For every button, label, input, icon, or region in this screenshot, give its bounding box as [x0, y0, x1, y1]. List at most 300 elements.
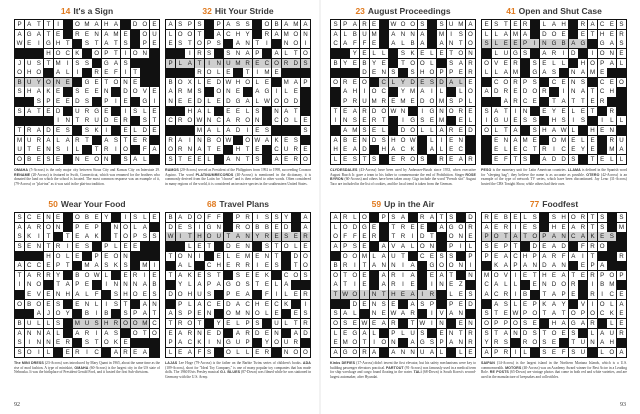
- answer-cell: E: [291, 290, 300, 299]
- answer-cell: E: [121, 338, 130, 347]
- answer-cell: R: [185, 329, 194, 338]
- answer-cell: A: [492, 107, 501, 116]
- answer-cell: P: [131, 232, 140, 241]
- answer-cell: I: [588, 280, 597, 289]
- answer-cell: M: [561, 136, 567, 144]
- answer-cell: N: [25, 280, 34, 289]
- answer-cell: Y: [54, 271, 63, 280]
- answer-cell: O: [291, 271, 300, 280]
- notes-keyword: TALI: [413, 370, 422, 375]
- answer-cell: K: [92, 232, 101, 241]
- answer-cell: N: [607, 49, 616, 58]
- answer-cell: P: [588, 261, 597, 270]
- notes-text: (60-Across) is the largest city in the US state of Nebraska. It was the birthplace of President Gerald Ford, and it hosted the first Sub-divisions.: [14, 365, 160, 375]
- black-square: [34, 252, 43, 261]
- answer-cell: S: [617, 20, 626, 29]
- black-square: [131, 59, 140, 68]
- answer-cell: I: [63, 145, 72, 154]
- answer-cell: F: [140, 145, 149, 154]
- puzzle-32: [165, 6, 311, 191]
- black-square: [176, 242, 185, 251]
- answer-cell: P: [427, 300, 436, 309]
- answer-cell: E: [262, 329, 271, 338]
- answer-cell: S: [15, 107, 24, 116]
- answer-cell: I: [111, 97, 120, 106]
- answer-cell: D: [233, 126, 242, 135]
- answer-cell: A: [140, 223, 149, 232]
- black-square: [25, 252, 34, 261]
- answer-cell: Y: [370, 59, 379, 68]
- answer-cell: C: [492, 78, 501, 87]
- black-square: [482, 261, 491, 270]
- black-square: [456, 252, 465, 261]
- answer-cell: O: [73, 213, 82, 222]
- puzzle-59: [330, 199, 476, 384]
- answer-cell: E: [360, 232, 369, 241]
- black-square: [598, 107, 607, 116]
- black-square: [111, 271, 120, 280]
- black-square: [63, 271, 72, 280]
- answer-cell: N: [456, 261, 465, 270]
- black-square: [521, 280, 530, 289]
- black-square: [521, 59, 530, 68]
- answer-cell: O: [15, 300, 24, 309]
- notes-text: (109-Across), short for "Ideal Toy Company," is one of many popular toy companies that has made dolls. The 1960 Elvis Presley musical: [165, 365, 311, 375]
- answer-cell: T: [44, 30, 53, 39]
- answer-cell: E: [224, 68, 233, 77]
- black-square: [63, 329, 72, 338]
- answer-cell: O: [301, 252, 310, 261]
- answer-cell: P: [598, 59, 607, 68]
- answer-cell: S: [447, 59, 456, 68]
- answer-cell: M: [361, 252, 368, 260]
- answer-cell: Y: [282, 213, 291, 222]
- answer-cell: A: [598, 261, 607, 270]
- answer-cell: D: [466, 126, 475, 135]
- answer-cell: W: [409, 136, 416, 144]
- answer-cell: O: [408, 155, 417, 164]
- answer-cell: E: [511, 87, 520, 96]
- answer-cell: M: [16, 136, 23, 144]
- answer-cell: L: [224, 252, 233, 261]
- answer-cell: B: [166, 213, 175, 222]
- notes-text: is the monetary unit for Latin American countries.: [491, 168, 568, 172]
- black-square: [82, 145, 91, 154]
- answer-cell: A: [140, 280, 149, 289]
- answer-cell: U: [501, 116, 510, 125]
- answer-cell: S: [253, 107, 262, 116]
- answer-cell: S: [121, 155, 130, 164]
- answer-cell: O: [121, 223, 130, 232]
- answer-cell: E: [214, 252, 223, 261]
- black-square: [63, 20, 72, 29]
- answer-cell: O: [301, 49, 310, 58]
- answer-cell: O: [350, 338, 359, 347]
- answer-cell: A: [341, 309, 350, 318]
- answer-cell: T: [166, 271, 175, 280]
- black-square: [291, 300, 300, 309]
- puzzle-notes: [14, 361, 160, 384]
- answer-cell: L: [205, 155, 214, 164]
- answer-cell: P: [501, 242, 510, 251]
- answer-cell: N: [398, 30, 407, 39]
- answer-cell: O: [195, 213, 204, 222]
- black-square: [578, 280, 587, 289]
- answer-cell: E: [501, 59, 510, 68]
- answer-cell: E: [549, 338, 558, 347]
- answer-cell: M: [352, 126, 358, 134]
- answer-cell: E: [549, 271, 558, 280]
- answer-cell: T: [166, 319, 175, 328]
- answer-cell: T: [540, 329, 549, 338]
- answer-cell: I: [92, 309, 101, 318]
- answer-cell: S: [54, 319, 63, 328]
- answer-cell: G: [549, 39, 558, 48]
- answer-cell: W: [390, 107, 397, 115]
- answer-cell: K: [185, 271, 194, 280]
- answer-cell: R: [195, 68, 204, 77]
- answer-cell: E: [195, 155, 204, 164]
- notes-keyword: LLAMA: [567, 168, 581, 172]
- answer-cell: E: [607, 30, 616, 39]
- answer-cell: O: [598, 49, 607, 58]
- answer-cell: T: [111, 39, 120, 48]
- answer-cell: T: [379, 290, 388, 299]
- answer-cell: R: [418, 213, 427, 222]
- black-square: [63, 223, 72, 232]
- answer-cell: R: [233, 261, 242, 270]
- answer-cell: E: [185, 155, 194, 164]
- answer-cell: Y: [350, 49, 359, 58]
- black-square: [331, 126, 340, 135]
- crossword-grid: [481, 212, 627, 358]
- answer-cell: K: [607, 309, 616, 318]
- answer-cell: O: [549, 136, 558, 145]
- answer-cell: R: [617, 30, 626, 39]
- answer-cell: T: [492, 329, 501, 338]
- black-square: [166, 300, 175, 309]
- answer-cell: O: [34, 280, 43, 289]
- black-square: [214, 242, 223, 251]
- answer-cell: D: [214, 329, 223, 338]
- answer-cell: B: [82, 213, 91, 222]
- answer-cell: L: [176, 59, 185, 68]
- answer-cell: P: [102, 49, 111, 58]
- answer-cell: O: [282, 116, 291, 125]
- black-square: [569, 300, 578, 309]
- answer-cell: B: [360, 59, 369, 68]
- answer-cell: E: [63, 348, 72, 357]
- black-square: [341, 49, 350, 58]
- answer-cell: A: [437, 126, 446, 135]
- answer-cell: V: [140, 87, 149, 96]
- puzzle-77: [481, 199, 627, 384]
- answer-cell: A: [350, 107, 359, 116]
- answer-cell: A: [379, 252, 388, 261]
- answer-cell: Y: [262, 338, 271, 347]
- answer-cell: E: [559, 78, 568, 87]
- answer-cell: O: [331, 319, 340, 328]
- black-square: [578, 155, 587, 164]
- answer-cell: T: [511, 155, 520, 164]
- answer-cell: I: [121, 49, 130, 58]
- black-square: [418, 309, 427, 318]
- answer-cell: H: [233, 78, 242, 87]
- answer-cell: G: [350, 329, 359, 338]
- answer-cell: O: [350, 348, 359, 357]
- answer-cell: E: [150, 87, 159, 96]
- black-square: [262, 107, 271, 116]
- answer-cell: E: [492, 242, 501, 251]
- answer-cell: A: [360, 329, 369, 338]
- black-square: [466, 145, 475, 154]
- answer-cell: D: [73, 97, 82, 106]
- answer-cell: T: [569, 338, 578, 347]
- answer-cell: A: [34, 126, 43, 135]
- answer-cell: R: [243, 213, 252, 222]
- answer-cell: T: [291, 107, 300, 116]
- answer-cell: D: [166, 290, 175, 299]
- answer-cell: E: [511, 213, 520, 222]
- answer-cell: I: [331, 116, 340, 125]
- answer-cell: A: [447, 338, 456, 347]
- answer-cell: A: [15, 223, 24, 232]
- page-number-left: 92: [14, 402, 20, 408]
- answer-cell: G: [102, 59, 111, 68]
- answer-cell: O: [131, 329, 140, 338]
- answer-cell: L: [34, 319, 43, 328]
- answer-cell: A: [25, 107, 34, 116]
- answer-cell: A: [15, 30, 24, 39]
- answer-cell: I: [350, 280, 359, 289]
- answer-cell: M: [142, 319, 148, 327]
- answer-cell: O: [176, 30, 185, 39]
- answer-cell: R: [262, 30, 271, 39]
- answer-cell: N: [360, 136, 369, 145]
- answer-cell: T: [92, 338, 101, 347]
- black-square: [418, 271, 427, 280]
- answer-cell: A: [549, 232, 558, 241]
- answer-cell: L: [379, 126, 388, 135]
- black-square: [253, 30, 262, 39]
- answer-cell: F: [559, 252, 568, 261]
- puzzle-name: Foodfest: [542, 199, 579, 209]
- black-square: [466, 280, 475, 289]
- answer-cell: E: [456, 300, 465, 309]
- answer-cell: I: [243, 126, 252, 135]
- answer-cell: S: [92, 319, 101, 328]
- answer-cell: E: [121, 242, 130, 251]
- answer-cell: N: [282, 39, 291, 48]
- answer-cell: S: [427, 338, 436, 347]
- answer-cell: R: [301, 290, 310, 299]
- answer-cell: I: [121, 213, 130, 222]
- answer-cell: O: [131, 49, 140, 58]
- black-square: [607, 68, 616, 77]
- answer-cell: S: [54, 145, 63, 154]
- answer-cell: K: [111, 261, 120, 270]
- answer-cell: O: [131, 87, 140, 96]
- notes-keyword: RENAME: [14, 172, 31, 177]
- answer-cell: R: [262, 232, 271, 241]
- answer-cell: Z: [456, 280, 465, 289]
- answer-cell: N: [437, 107, 446, 116]
- answer-cell: I: [102, 280, 111, 289]
- answer-cell: A: [34, 30, 43, 39]
- answer-cell: D: [214, 78, 223, 87]
- answer-cell: L: [140, 213, 149, 222]
- answer-cell: C: [262, 59, 271, 68]
- answer-cell: N: [408, 348, 417, 357]
- answer-cell: E: [233, 242, 242, 251]
- answer-cell: T: [540, 309, 549, 318]
- black-square: [511, 338, 520, 347]
- answer-cell: T: [360, 338, 369, 347]
- answer-cell: D: [224, 242, 233, 251]
- answer-cell: E: [492, 223, 501, 232]
- answer-cell: E: [224, 261, 233, 270]
- answer-cell: O: [360, 78, 369, 87]
- black-square: [282, 309, 291, 318]
- answer-cell: A: [131, 155, 140, 164]
- answer-cell: E: [25, 290, 34, 299]
- answer-cell: G: [25, 30, 34, 39]
- answer-cell: D: [185, 213, 194, 222]
- answer-cell: I: [370, 338, 379, 347]
- answer-cell: A: [418, 39, 427, 48]
- answer-cell: D: [559, 155, 568, 164]
- answer-cell: C: [521, 97, 530, 106]
- answer-cell: C: [598, 20, 607, 29]
- answer-cell: E: [73, 232, 82, 241]
- answer-cell: T: [44, 20, 53, 29]
- answer-cell: N: [569, 78, 578, 87]
- answer-cell: T: [150, 309, 159, 318]
- answer-cell: E: [617, 309, 626, 318]
- black-square: [418, 145, 427, 154]
- answer-cell: O: [205, 68, 214, 77]
- answer-cell: K: [25, 232, 34, 241]
- answer-cell: S: [578, 116, 587, 125]
- black-square: [482, 300, 491, 309]
- answer-cell: S: [350, 155, 359, 164]
- notes-text: (5-Across) is the only major city between Sioux City and Kansas City on Interstate 29.: [28, 168, 160, 172]
- answer-cell: E: [427, 271, 436, 280]
- answer-cell: R: [501, 348, 510, 357]
- answer-cell: A: [482, 290, 491, 299]
- answer-cell: K: [195, 338, 204, 347]
- answer-cell: T: [131, 68, 140, 77]
- answer-cell: O: [418, 59, 427, 68]
- answer-cell: I: [301, 300, 310, 309]
- answer-cell: O: [272, 338, 281, 347]
- answer-cell: L: [205, 97, 214, 106]
- answer-cell: A: [408, 300, 417, 309]
- answer-cell: H: [102, 319, 111, 328]
- answer-cell: S: [15, 338, 24, 347]
- answer-cell: E: [501, 39, 510, 48]
- answer-cell: T: [243, 155, 252, 164]
- answer-cell: T: [588, 155, 597, 164]
- answer-cell: M: [589, 69, 596, 77]
- black-square: [291, 126, 300, 135]
- answer-cell: L: [437, 348, 446, 357]
- answer-cell: A: [370, 348, 379, 357]
- answer-cell: E: [341, 155, 350, 164]
- answer-cell: R: [291, 338, 300, 347]
- answer-cell: Y: [559, 300, 568, 309]
- answer-cell: O: [408, 126, 417, 135]
- answer-cell: B: [82, 309, 91, 318]
- answer-cell: D: [360, 145, 369, 154]
- answer-cell: E: [408, 280, 417, 289]
- answer-cell: S: [617, 213, 626, 222]
- answer-cell: E: [185, 97, 194, 106]
- black-square: [205, 252, 214, 261]
- black-square: [540, 97, 549, 106]
- answer-cell: A: [456, 59, 465, 68]
- answer-cell: A: [607, 59, 616, 68]
- answer-cell: E: [253, 145, 262, 154]
- answer-cell: D: [360, 68, 369, 77]
- answer-cell: H: [195, 232, 204, 241]
- answer-cell: S: [389, 213, 398, 222]
- answer-cell: S: [530, 78, 539, 87]
- answer-cell: B: [331, 59, 340, 68]
- answer-cell: R: [262, 348, 271, 357]
- black-square: [131, 145, 140, 154]
- black-square: [224, 329, 233, 338]
- black-square: [140, 59, 149, 68]
- answer-cell: S: [447, 252, 456, 261]
- answer-cell: H: [44, 49, 53, 58]
- answer-cell: E: [559, 329, 568, 338]
- answer-cell: R: [282, 59, 291, 68]
- answer-cell: O: [482, 319, 491, 328]
- answer-cell: E: [224, 107, 233, 116]
- answer-cell: S: [176, 39, 185, 48]
- answer-cell: R: [588, 271, 597, 280]
- black-square: [195, 261, 204, 270]
- answer-cell: C: [492, 290, 501, 299]
- answer-cell: O: [350, 252, 359, 261]
- answer-cell: R: [301, 319, 310, 328]
- answer-cell: O: [559, 280, 568, 289]
- black-square: [63, 319, 72, 328]
- answer-cell: T: [15, 126, 24, 135]
- crossword-grid: [14, 19, 160, 165]
- black-square: [73, 39, 82, 48]
- answer-cell: N: [121, 78, 130, 87]
- answer-cell: E: [34, 145, 43, 154]
- answer-cell: K: [92, 126, 101, 135]
- black-square: [131, 300, 140, 309]
- answer-cell: A: [456, 155, 465, 164]
- answer-cell: I: [418, 107, 427, 116]
- answer-cell: V: [578, 300, 587, 309]
- answer-cell: I: [253, 213, 262, 222]
- answer-cell: L: [569, 126, 578, 135]
- answer-cell: L: [350, 213, 359, 222]
- answer-cell: L: [131, 126, 140, 135]
- answer-cell: S: [456, 30, 465, 39]
- black-square: [331, 97, 340, 106]
- answer-cell: K: [282, 300, 291, 309]
- answer-cell: B: [25, 155, 34, 164]
- answer-cell: F: [262, 290, 271, 299]
- answer-cell: S: [418, 116, 427, 125]
- answer-cell: C: [521, 145, 530, 154]
